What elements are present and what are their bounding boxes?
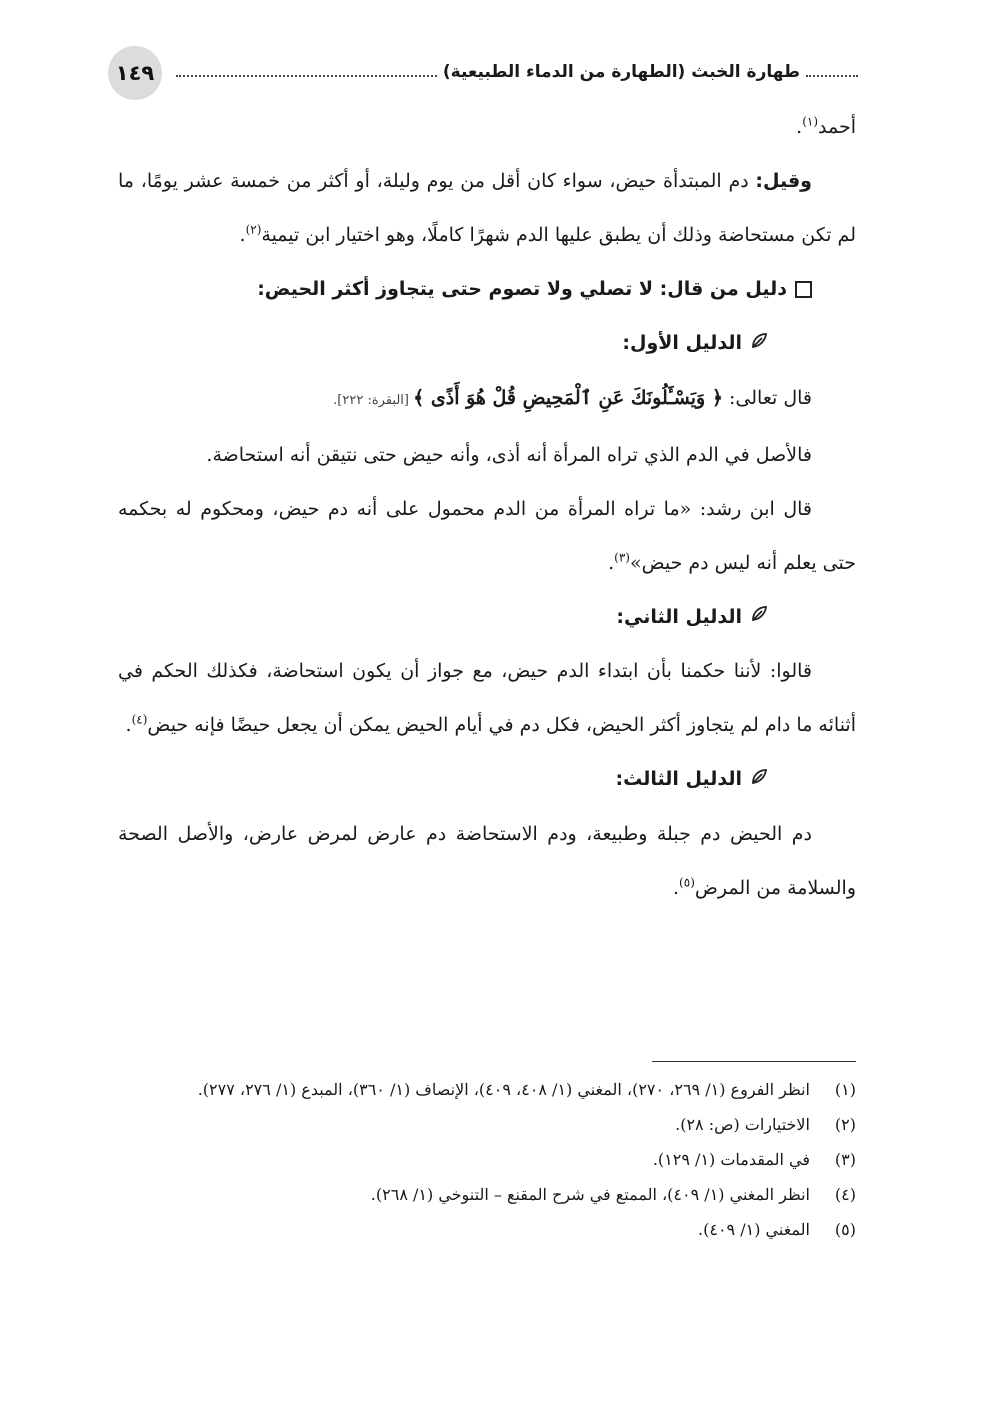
paragraph-ibn-rushd: قال ابن رشد: «ما تراه المرأة من الدم محمول على أنه دم حيض، ومحكوم له بحكمه حتى يعلم أنه ليس دم حيض»$^{(٣)}$. (118, 497, 856, 574)
section-heading: دليل من قال: لا تصلي ولا تصوم حتى يتجاوز أكثر الحيض: (118, 262, 856, 316)
leaf-ornament-icon (750, 753, 812, 807)
footnote-text: المغني (١/ ٤٠٩). (698, 1220, 810, 1239)
paragraph-ahmad: أحمد$^{(١)}$. (796, 114, 856, 138)
footnote-ref: (١) (802, 114, 819, 129)
evidence-3-heading: الدليل الثالث: (118, 752, 856, 807)
footnote-text: انظر المغني (١/ ٤٠٩)، الممتع في شرح المقنع – التنوخي (١/ ٢٦٨). (370, 1185, 810, 1204)
paragraph-qeel: وقيل: دم المبتدأة حيض، سواء كان أقل من يوم وليلة، أو أكثر من خمسة عشر يومًا، ما لم تكن مستحاضة وذلك أن يطبق عليها الدم شهرًا كاملًا، وهو اختيار ابن تيمية$^{(٢)}$. (118, 170, 856, 246)
main-text (118, 100, 856, 915)
footnote-divider (652, 1061, 856, 1062)
header-dots-right (806, 75, 858, 77)
paragraph-qalu: قالوا: لأننا حكمنا بأن ابتداء الدم حيض، مع جواز أن يكون استحاضة، فكذلك الحكم في أثنائه ما دام لم يتجاوز أكثر الحيض، فكل دم في أيام الحيض يمكن أن يجعل حيضًا فإنه حيض$^{(٤)}$. (118, 660, 856, 736)
footnote-number: (٢) (834, 1115, 856, 1134)
footnote-ref: (٣) (614, 550, 630, 565)
running-title: طهارة الخبث (الطهارة من الدماء الطبيعية) (442, 62, 800, 82)
footnote-number: (٣) (834, 1150, 856, 1169)
footnote-item (118, 1145, 856, 1174)
footnote-ref: (٥) (679, 875, 695, 890)
verse-paragraph: قال تعالى: ﴿ وَيَسْـَٔلُونَكَ عَنِ ٱلْمَحِيضِ قُلْ هُوَ أَذًى ﴾ [البقرة: ٢٢٢]. (333, 386, 812, 409)
footnotes (118, 1075, 856, 1250)
footnote-item (118, 1075, 856, 1104)
footnote-text: الاختيارات (ص: ٢٨). (675, 1115, 810, 1134)
evidence-1-heading: الدليل الأول: (118, 316, 856, 371)
footnote-ref: (٤) (131, 712, 148, 727)
leaf-ornament-icon (750, 317, 812, 371)
paragraph-dam-hayd: دم الحيض دم جبلة وطبيعة، ودم الاستحاضة دم عارض لمرض عارض، والأصل الصحة والسلامة من المرض$^{(٥)}$. (118, 822, 856, 899)
quran-verse: ﴿ وَيَسْـَٔلُونَكَ عَنِ ٱلْمَحِيضِ قُلْ هُوَ أَذًى ﴾ (413, 386, 723, 409)
footnote-item (118, 1180, 856, 1209)
footnote-number: (٥) (834, 1220, 856, 1239)
footnote-text: في المقدمات (١/ ١٢٩). (652, 1150, 810, 1169)
footnote-number: (٤) (834, 1185, 856, 1204)
footnote-item (118, 1215, 856, 1244)
verse-reference: [البقرة: ٢٢٢]. (333, 392, 414, 408)
page-number-badge (108, 46, 162, 100)
footnote-item (118, 1110, 856, 1139)
footnote-text: انظر الفروع (١/ ٢٦٩، ٢٧٠)، المغني (١/ ٤٠٨، ٤٠٩)، الإنصاف (١/ ٣٦٠)، المبدع (١/ ٢٧٦، ٢٧٧). (197, 1080, 810, 1099)
qeel-label: وقيل: (755, 170, 812, 192)
paragraph-asl: فالأصل في الدم الذي تراه المرأة أنه أذى، وأنه حيض حتى نتيقن أنه استحاضة. (206, 443, 812, 466)
leaf-ornament-icon (750, 590, 812, 644)
footnote-number: (١) (834, 1080, 856, 1099)
running-header (176, 58, 858, 86)
footnote-ref: (٢) (245, 222, 262, 237)
evidence-2-heading: الدليل الثاني: (118, 590, 856, 645)
page-number: ١٤٩ (115, 61, 155, 85)
header-dots-left (176, 75, 437, 77)
square-bullet-icon (795, 281, 812, 298)
